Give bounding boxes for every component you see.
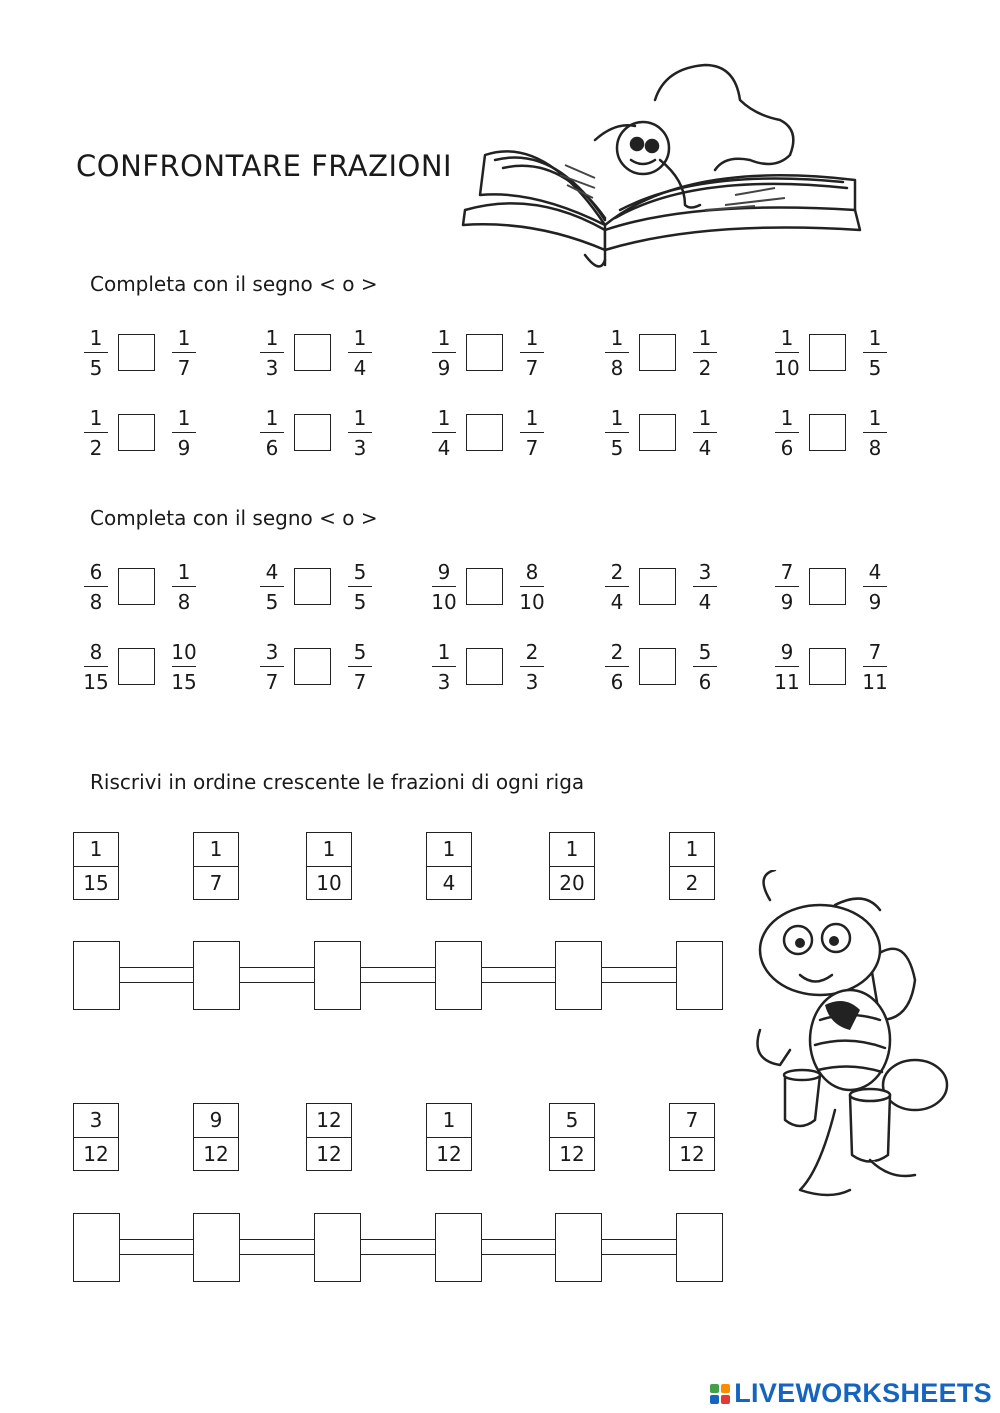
- fraction-right: [170, 328, 198, 378]
- fraction-left: [258, 328, 286, 378]
- fraction-card: [73, 832, 119, 900]
- denominator: 4: [437, 436, 451, 460]
- denominator: 12: [436, 1141, 462, 1166]
- numerator: 1: [610, 406, 624, 430]
- fraction-right: [346, 562, 374, 612]
- denominator: 11: [862, 670, 888, 694]
- denominator: 7: [353, 670, 367, 694]
- numerator: 8: [525, 560, 539, 584]
- connector-rail: [481, 967, 555, 983]
- numerator: 9: [437, 560, 451, 584]
- numerator: 1: [353, 326, 367, 350]
- compare-answer-box[interactable]: [466, 414, 503, 451]
- denominator: 7: [265, 670, 279, 694]
- numerator: 2: [525, 640, 539, 664]
- denominator: 9: [437, 356, 451, 380]
- denominator: 7: [209, 870, 223, 895]
- numerator: 10: [171, 640, 197, 664]
- fraction-left: [430, 328, 458, 378]
- numerator: 1: [437, 406, 451, 430]
- fraction-right: [691, 408, 719, 458]
- fraction-right: [518, 408, 546, 458]
- denominator: 8: [89, 590, 103, 614]
- numerator: 1: [427, 833, 471, 867]
- compare-answer-box[interactable]: [118, 648, 155, 685]
- compare-answer-box[interactable]: [639, 334, 676, 371]
- connector-rail: [481, 1239, 555, 1255]
- numerator: 1: [89, 406, 103, 430]
- fraction-left: [82, 408, 110, 458]
- fraction-left: [430, 408, 458, 458]
- denominator: 15: [171, 670, 197, 694]
- fraction-left: [773, 408, 801, 458]
- denominator: 15: [83, 870, 109, 895]
- order-answer-slot[interactable]: [314, 1213, 361, 1282]
- numerator: 1: [265, 326, 279, 350]
- fraction-left: [258, 562, 286, 612]
- compare-answer-box[interactable]: [466, 334, 503, 371]
- numerator: 3: [265, 640, 279, 664]
- denominator: 10: [316, 870, 342, 895]
- fraction-right: [170, 562, 198, 612]
- denominator: 4: [353, 356, 367, 380]
- numerator: 1: [194, 833, 238, 867]
- fraction-card: [73, 1103, 119, 1171]
- numerator: 1: [427, 1104, 471, 1138]
- compare-answer-box[interactable]: [118, 568, 155, 605]
- denominator: 6: [610, 670, 624, 694]
- numerator: 12: [307, 1104, 351, 1138]
- fraction-left: [603, 642, 631, 692]
- connector-rail: [239, 1239, 314, 1255]
- fraction-right: [346, 642, 374, 692]
- denominator: 9: [177, 436, 191, 460]
- numerator: 2: [610, 640, 624, 664]
- denominator: 12: [316, 1141, 342, 1166]
- numerator: 1: [437, 326, 451, 350]
- numerator: 4: [265, 560, 279, 584]
- fraction-left: [773, 642, 801, 692]
- fraction-right: [346, 328, 374, 378]
- denominator: 6: [780, 436, 794, 460]
- order-answer-slot[interactable]: [193, 941, 240, 1010]
- compare-answer-box[interactable]: [809, 334, 846, 371]
- fraction-right: [518, 562, 546, 612]
- denominator: 3: [525, 670, 539, 694]
- numerator: 7: [868, 640, 882, 664]
- fraction-right: [691, 328, 719, 378]
- denominator: 12: [83, 1141, 109, 1166]
- numerator: 1: [437, 640, 451, 664]
- numerator: 1: [353, 406, 367, 430]
- connector-rail: [360, 1239, 435, 1255]
- numerator: 1: [868, 406, 882, 430]
- denominator: 4: [610, 590, 624, 614]
- denominator: 5: [89, 356, 103, 380]
- denominator: 7: [525, 436, 539, 460]
- numerator: 1: [780, 406, 794, 430]
- fraction-left: [82, 642, 110, 692]
- numerator: 3: [698, 560, 712, 584]
- numerator: 1: [868, 326, 882, 350]
- connector-rail: [239, 967, 314, 983]
- numerator: 1: [89, 326, 103, 350]
- numerator: 6: [89, 560, 103, 584]
- numerator: 5: [353, 640, 367, 664]
- liveworksheets-logo-mark: [710, 1384, 730, 1404]
- compare-answer-box[interactable]: [466, 648, 503, 685]
- order-answer-slot[interactable]: [73, 941, 120, 1010]
- numerator: 1: [698, 406, 712, 430]
- fraction-card: [426, 832, 472, 900]
- fraction-left: [258, 408, 286, 458]
- numerator: 5: [353, 560, 367, 584]
- denominator: 3: [437, 670, 451, 694]
- numerator: 3: [74, 1104, 118, 1138]
- liveworksheets-logo-text: LIVEWORKSHEETS: [734, 1378, 992, 1408]
- denominator: 9: [868, 590, 882, 614]
- compare-answer-box[interactable]: [294, 648, 331, 685]
- fraction-right: [861, 408, 889, 458]
- ant-illustration: [740, 870, 955, 1210]
- order-answer-slot[interactable]: [73, 1213, 120, 1282]
- denominator: 5: [353, 590, 367, 614]
- numerator: 1: [307, 833, 351, 867]
- fraction-card: [306, 832, 352, 900]
- denominator: 5: [265, 590, 279, 614]
- denominator: 2: [89, 436, 103, 460]
- denominator: 10: [519, 590, 545, 614]
- denominator: 8: [610, 356, 624, 380]
- fraction-card: [193, 832, 239, 900]
- denominator: 2: [685, 870, 699, 895]
- order-answer-slot[interactable]: [193, 1213, 240, 1282]
- fraction-right: [861, 328, 889, 378]
- compare-answer-box[interactable]: [294, 568, 331, 605]
- connector-rail: [360, 967, 435, 983]
- order-answer-slot[interactable]: [676, 1213, 723, 1282]
- liveworksheets-logo: [710, 1378, 992, 1409]
- denominator: 3: [265, 356, 279, 380]
- fraction-card: [426, 1103, 472, 1171]
- numerator: 1: [74, 833, 118, 867]
- denominator: 12: [203, 1141, 229, 1166]
- fraction-left: [603, 562, 631, 612]
- compare-answer-box[interactable]: [118, 414, 155, 451]
- fraction-left: [603, 408, 631, 458]
- numerator: 1: [698, 326, 712, 350]
- numerator: 7: [670, 1104, 714, 1138]
- denominator: 9: [780, 590, 794, 614]
- numerator: 2: [610, 560, 624, 584]
- fraction-right: [346, 408, 374, 458]
- fraction-left: [430, 642, 458, 692]
- denominator: 2: [698, 356, 712, 380]
- fraction-right: [691, 642, 719, 692]
- numerator: 8: [89, 640, 103, 664]
- compare-answer-box[interactable]: [639, 568, 676, 605]
- fraction-left: [603, 328, 631, 378]
- denominator: 10: [431, 590, 457, 614]
- numerator: 5: [550, 1104, 594, 1138]
- fraction-left: [430, 562, 458, 612]
- fraction-right: [170, 408, 198, 458]
- denominator: 12: [679, 1141, 705, 1166]
- denominator: 10: [774, 356, 800, 380]
- compare-answer-box[interactable]: [809, 414, 846, 451]
- numerator: 9: [194, 1104, 238, 1138]
- numerator: 1: [265, 406, 279, 430]
- fraction-right: [691, 562, 719, 612]
- order-answer-slot[interactable]: [435, 1213, 482, 1282]
- order-answer-slot[interactable]: [555, 1213, 602, 1282]
- denominator: 7: [525, 356, 539, 380]
- denominator: 6: [698, 670, 712, 694]
- instruction-order: Riscrivi in ordine crescente le frazioni di ogni riga: [90, 770, 585, 794]
- numerator: 4: [868, 560, 882, 584]
- numerator: 1: [525, 326, 539, 350]
- denominator: 3: [353, 436, 367, 460]
- fraction-right: [518, 328, 546, 378]
- connector-rail: [601, 1239, 676, 1255]
- fraction-card: [193, 1103, 239, 1171]
- order-answer-slot[interactable]: [314, 941, 361, 1010]
- instruction-compare-1: Completa con il segno < o >: [90, 272, 378, 296]
- numerator: 5: [698, 640, 712, 664]
- numerator: 1: [177, 406, 191, 430]
- fraction-right: [170, 642, 198, 692]
- denominator: 4: [698, 436, 712, 460]
- numerator: 7: [780, 560, 794, 584]
- numerator: 1: [177, 326, 191, 350]
- fraction-card: [549, 832, 595, 900]
- numerator: 1: [610, 326, 624, 350]
- connector-rail: [119, 1239, 193, 1255]
- fraction-card: [669, 832, 715, 900]
- compare-answer-box[interactable]: [118, 334, 155, 371]
- numerator: 1: [177, 560, 191, 584]
- denominator: 5: [610, 436, 624, 460]
- fraction-card: [306, 1103, 352, 1171]
- compare-answer-box[interactable]: [294, 414, 331, 451]
- compare-answer-box[interactable]: [639, 648, 676, 685]
- fraction-right: [861, 642, 889, 692]
- fraction-card: [669, 1103, 715, 1171]
- denominator: 11: [774, 670, 800, 694]
- numerator: 1: [525, 406, 539, 430]
- denominator: 7: [177, 356, 191, 380]
- fraction-right: [518, 642, 546, 692]
- compare-answer-box[interactable]: [639, 414, 676, 451]
- fraction-left: [773, 328, 801, 378]
- numerator: 1: [550, 833, 594, 867]
- denominator: 8: [177, 590, 191, 614]
- fraction-left: [773, 562, 801, 612]
- fraction-card: [549, 1103, 595, 1171]
- denominator: 6: [265, 436, 279, 460]
- worksheet-title: CONFRONTARE FRAZIONI: [76, 149, 453, 184]
- numerator: 9: [780, 640, 794, 664]
- instruction-compare-2: Completa con il segno < o >: [90, 506, 378, 530]
- denominator: 20: [559, 870, 585, 895]
- denominator: 4: [698, 590, 712, 614]
- denominator: 8: [868, 436, 882, 460]
- numerator: 1: [670, 833, 714, 867]
- compare-answer-box[interactable]: [466, 568, 503, 605]
- compare-answer-box[interactable]: [294, 334, 331, 371]
- connector-rail: [601, 967, 676, 983]
- book-worm-illustration: [455, 60, 870, 305]
- compare-answer-box[interactable]: [809, 648, 846, 685]
- fraction-right: [861, 562, 889, 612]
- denominator: 12: [559, 1141, 585, 1166]
- order-answer-slot[interactable]: [555, 941, 602, 1010]
- order-answer-slot[interactable]: [435, 941, 482, 1010]
- denominator: 5: [868, 356, 882, 380]
- denominator: 4: [442, 870, 456, 895]
- fraction-left: [258, 642, 286, 692]
- connector-rail: [119, 967, 193, 983]
- denominator: 15: [83, 670, 109, 694]
- numerator: 1: [780, 326, 794, 350]
- compare-answer-box[interactable]: [809, 568, 846, 605]
- order-answer-slot[interactable]: [676, 941, 723, 1010]
- fraction-left: [82, 562, 110, 612]
- fraction-left: [82, 328, 110, 378]
